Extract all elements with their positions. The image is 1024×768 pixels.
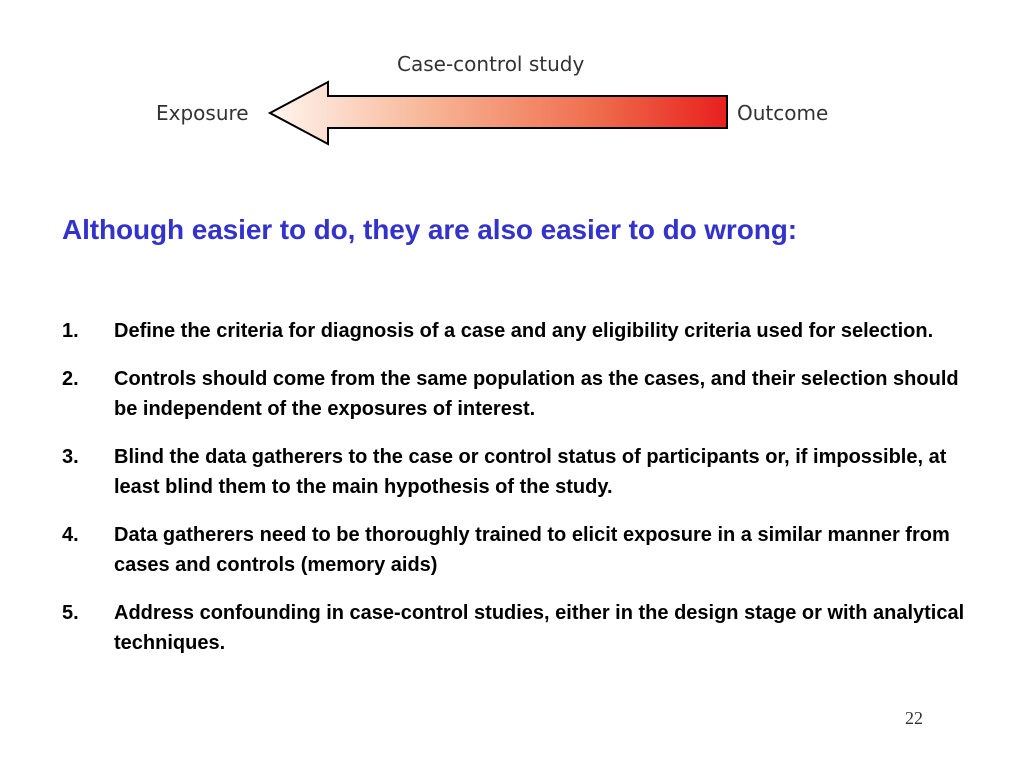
list-item: [62, 598, 992, 658]
slide-heading: Although easier to do, they are also easier to do wrong:: [62, 214, 797, 245]
list-item: [62, 316, 992, 346]
list-item: [62, 520, 992, 580]
list-item: [62, 442, 992, 502]
step-number: 1.: [62, 320, 79, 342]
step-text: Controls should come from the same population as the cases, and their selection should be independent of the exposures of interest.: [114, 368, 959, 420]
diagram-title: Case-control study: [397, 52, 585, 76]
steps-list: [62, 316, 992, 676]
step-text: Address confounding in case-control studies, either in the design stage or with analytical techniques.: [114, 602, 965, 654]
exposure-label: Exposure: [156, 101, 249, 125]
page-number: 22: [905, 708, 923, 728]
step-number: 2.: [62, 368, 79, 390]
list-item: [62, 364, 992, 424]
step-number: 4.: [62, 524, 79, 546]
step-number: 3.: [62, 446, 79, 468]
case-control-diagram: [0, 0, 1024, 160]
left-arrow-icon: [268, 80, 730, 146]
outcome-label: Outcome: [737, 101, 829, 125]
step-text: Blind the data gatherers to the case or control status of participants or, if impossible, at least blind them to the main hypothesis of the study.: [114, 446, 947, 498]
step-text: Define the criteria for diagnosis of a case and any eligibility criteria used for selection.: [114, 320, 934, 342]
step-text: Data gatherers need to be thoroughly trained to elicit exposure in a similar manner from cases and controls (memory aids): [114, 524, 950, 576]
step-number: 5.: [62, 602, 79, 624]
